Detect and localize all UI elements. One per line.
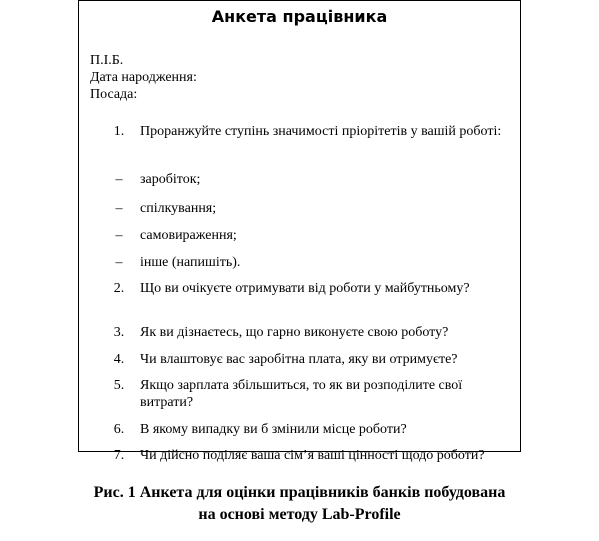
item-text: Як ви дізнаєтесь, що гарно виконуєте свою роботу? (140, 325, 449, 340)
item-text: В якому випадку ви б змінили місце роботи? (140, 422, 407, 437)
item-text: Що ви очікуєте отримувати від роботи у майбутньому? (140, 281, 470, 296)
item-text: Чи влаштовує вас заробітна плата, яку ви отримуєте? (140, 352, 458, 367)
item-text: спілкування; (140, 201, 217, 216)
item-text: інше (напишіть). (140, 255, 241, 270)
caption-line: на основі методу Lab-Profile (198, 506, 401, 523)
figure-caption (0, 482, 599, 526)
item-marker: 3. (113, 325, 125, 340)
field-birth-date: Дата народження: (90, 70, 197, 85)
item-marker: – (115, 172, 123, 187)
item-marker: 7. (113, 448, 125, 463)
field-position: Посада: (90, 87, 138, 102)
item-text: Проранжуйте ступінь значимості пріорітетів у вашій роботі: (140, 124, 502, 139)
item-marker: – (115, 201, 123, 216)
item-marker: 2. (113, 281, 125, 296)
item-marker: 1. (113, 124, 125, 139)
item-text: Чи дійсно поділяє ваша сім’я ваші цінності щодо роботи? (140, 448, 485, 463)
field-full-name: П.І.Б. (90, 53, 124, 68)
item-marker: – (115, 228, 123, 243)
questionnaire-title: Анкета працівника (211, 7, 388, 26)
item-text: Якщо зарплата збільшиться, то як ви розподілите свої витрати? (140, 378, 463, 410)
personal-fields (90, 52, 197, 103)
questionnaire-frame (78, 0, 521, 463)
item-text: самовираження; (140, 228, 237, 243)
item-marker: 6. (113, 422, 125, 437)
caption-line: Рис. 1 Анкета для оцінки працівників банків побудована (93, 484, 506, 501)
item-marker: 4. (113, 352, 125, 367)
item-text: заробіток; (140, 172, 201, 187)
item-marker: 5. (113, 378, 125, 393)
item-marker: – (115, 255, 123, 270)
